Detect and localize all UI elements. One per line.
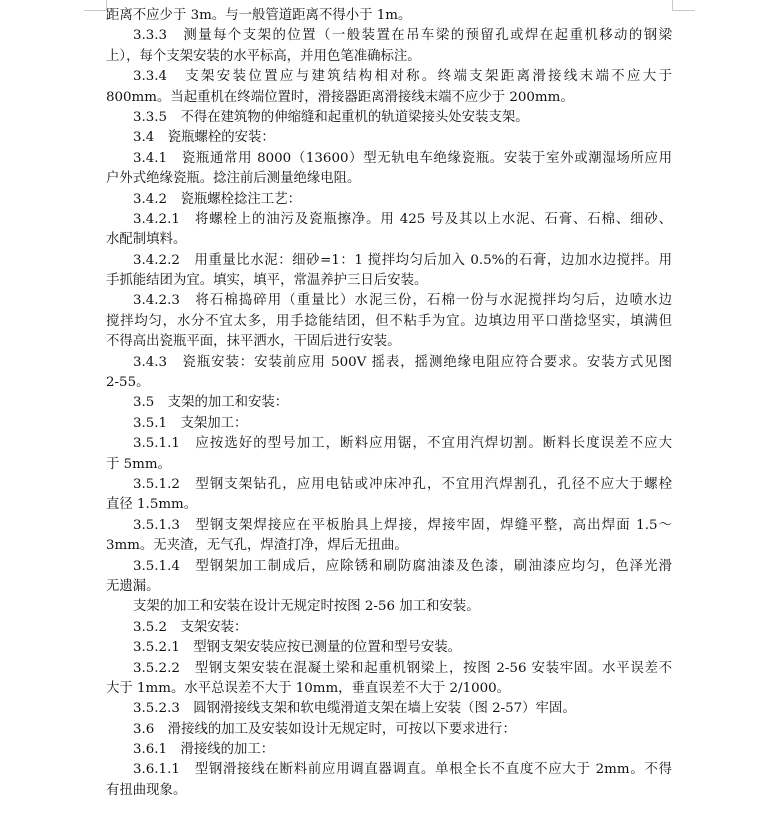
margin-corner-mark-left xyxy=(84,0,107,11)
text-line: 无遗漏。 xyxy=(106,578,160,594)
text-line: 3.4.2.2 用重量比水泥：细砂=1：1 搅拌均匀后加入 0.5%的石膏，边加水边搅拌。用 xyxy=(133,252,672,268)
text-line: 3.5.2.3 圆钢滑接线支架和软电缆滑道支架在墙上安装（图 2-57）牢固。 xyxy=(133,701,576,717)
text-line: 3mm。无夹渣，无气孔，焊渣打净，焊后无扭曲。 xyxy=(106,538,408,554)
text-line: 3.5.1.4 型钢架加工制成后，应除锈和刷防腐油漆及色漆，刷油漆应均匀，色泽光滑 xyxy=(133,558,672,574)
document-body xyxy=(106,6,672,801)
text-line: 3.5.1.1 应按选好的型号加工，断料应用锯，不宜用汽焊切割。断料长度误差不应大 xyxy=(133,436,672,452)
text-line: 于 5mm。 xyxy=(106,456,171,472)
text-line: 3.6.1 滑接线的加工： xyxy=(133,742,275,758)
text-line: 支架的加工和安装在设计无规定时按图 2-56 加工和安装。 xyxy=(133,599,480,615)
text-line: 3.4.2.1 将螺栓上的油污及瓷瓶擦净。用 425 号及其以上水泥、石膏、石棉、细砂、 xyxy=(133,211,672,227)
text-line: 户外式绝缘瓷瓶。捻注前后测量绝缘电阻。 xyxy=(106,171,361,187)
text-line: 3.5.2 支架安装： xyxy=(133,619,248,635)
text-line: 不得高出瓷瓶平面，抹平洒水，干固后进行安装。 xyxy=(106,334,401,350)
text-line: 水配制填料。 xyxy=(106,232,187,248)
text-line: 3.5.1 支架加工： xyxy=(133,415,248,431)
text-line: 3.5.2.2 型钢支架安装在混凝土梁和起重机钢梁上，按图 2-56 安装牢固。水平误差不 xyxy=(133,660,672,676)
text-line: 上），每个支架安装的水平标高，并用色笔准确标注。 xyxy=(106,48,421,64)
text-line: 有扭曲现象。 xyxy=(106,782,187,798)
text-line: 3.6.1.1 型钢滑接线在断料前应用调直器调直。单根全长不直度不应大于 2mm。不得 xyxy=(133,762,672,778)
text-line: 大于 1mm。水平总误差不大于 10mm，垂直误差不大于 2/1000。 xyxy=(106,680,511,696)
text-line: 800mm。当起重机在终端位置时，滑接器距离滑接线末端不应少于 200mm。 xyxy=(106,89,574,105)
text-line: 3.3.3 测量每个支架的位置（一般装置在吊车梁的预留孔或焊在起重机移动的钢梁 xyxy=(133,28,672,44)
text-line: 3.4 瓷瓶螺栓的安装： xyxy=(133,130,275,146)
text-line: 3.4.1 瓷瓶通常用 8000（13600）型无轨电车绝缘瓷瓶。安装于室外或潮湿场所应用 xyxy=(133,150,672,166)
text-line: 距离不应少于 3m。与一般管道距离不得小于 1m。 xyxy=(106,8,412,23)
text-line: 3.5 支架的加工和安装： xyxy=(133,395,289,411)
text-line: 3.6 滑接线的加工及安装如设计无规定时，可按以下要求进行： xyxy=(133,721,516,737)
text-line: 3.5.2.1 型钢支架安装应按已测量的位置和型号安装。 xyxy=(133,640,462,656)
text-line: 搅拌均匀，水分不宜太多，用手捻能结团，但不粘手为宜。边填边用平口凿捻坚实，填满但 xyxy=(106,313,672,329)
text-line: 3.4.3 瓷瓶安装：安装前应用 500V 摇表，摇测绝缘电阻应符合要求。安装方式见图 xyxy=(133,354,672,370)
text-line: 直径 1.5mm。 xyxy=(106,497,198,513)
text-line: 3.5.1.3 型钢支架焊接应在平板胎具上焊接，焊接牢固，焊缝平整，高出焊面 1.5～ xyxy=(133,517,672,533)
text-line: 3.4.2 瓷瓶螺栓捻注工艺： xyxy=(133,191,301,207)
text-line: 3.3.4 支架安装位置应与建筑结构相对称。终端支架距离滑接线末端不应大于 xyxy=(133,69,672,85)
margin-corner-mark-right xyxy=(672,0,695,11)
text-line: 手抓能结团为宜。填实，填平，常温养护三日后安装。 xyxy=(106,273,428,289)
text-line: 3.3.5 不得在建筑物的伸缩缝和起重机的轨道梁接头处安装支架。 xyxy=(133,109,529,125)
text-line: 3.4.2.3 将石棉捣碎用（重量比）水泥三份，石棉一份与水泥搅拌均匀后，边喷水边 xyxy=(133,293,672,309)
text-line: 2-55。 xyxy=(106,375,150,391)
text-line: 3.5.1.2 型钢支架钻孔，应用电钻或冲床冲孔，不宜用汽焊割孔，孔径不应大于螺栓 xyxy=(133,476,672,492)
